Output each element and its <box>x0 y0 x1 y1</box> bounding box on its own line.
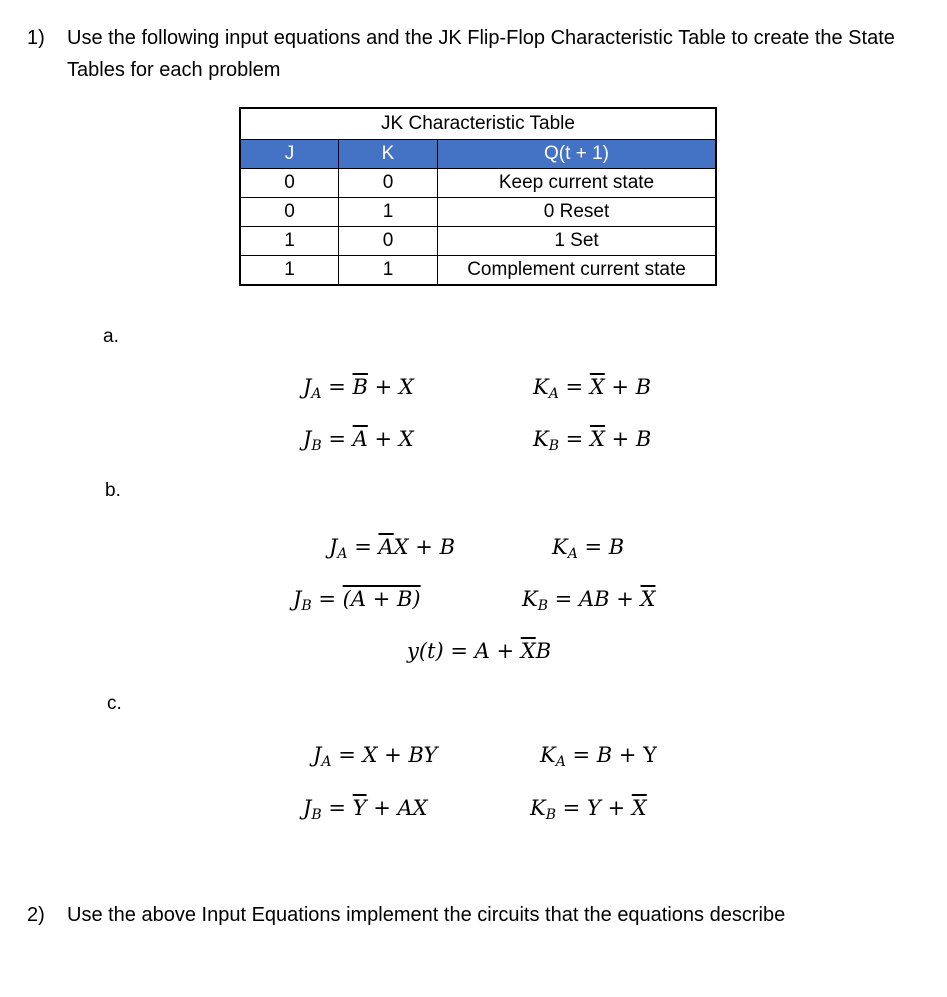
equation-jb-c: $J_B = \overline{Y}$ + AX <box>303 796 428 823</box>
table-header-row <box>240 140 716 169</box>
cell-next-state: 1 Set <box>438 227 717 256</box>
cell-k: 1 <box>339 198 438 227</box>
cell-k: 1 <box>339 256 438 286</box>
equation-kb-b: $K_B$ = AB + $\overline{X}$ <box>522 587 656 614</box>
table-title-row <box>240 108 716 140</box>
cell-k: 0 <box>339 227 438 256</box>
cell-j: 0 <box>240 198 339 227</box>
equation-ka-b: $K_A = B$ <box>552 535 625 562</box>
question-2-number: 2) <box>27 904 45 926</box>
jk-characteristic-table <box>239 107 717 286</box>
question-1-text: Use the following input equations and the JK Flip-Flop Characteristic Table to create the State Tables for each problem <box>67 27 895 81</box>
equation-ja-c: $J_A = X$ + BY <box>313 743 438 770</box>
part-c-label: c. <box>107 693 122 714</box>
part-b-label: b. <box>105 480 121 501</box>
equation-jb-b: $J_B = (A + B)$ <box>293 587 421 614</box>
header-j: J <box>240 140 339 169</box>
table-row <box>240 256 716 286</box>
table-row <box>240 198 716 227</box>
equation-ja-a: $J_A = \overline{B} + X$ <box>303 375 414 402</box>
equation-output-b: $y(t) = A + \overline{X}B$ <box>407 639 552 663</box>
table-row <box>240 227 716 256</box>
question-2-text: Use the above Input Equations implement the circuits that the equations describe <box>67 904 786 926</box>
cell-j: 1 <box>240 227 339 256</box>
cell-k: 0 <box>339 169 438 198</box>
equation-ja-b: $J_A = \overline{A}X + B$ <box>329 535 456 562</box>
header-k: K <box>339 140 438 169</box>
part-a-label: a. <box>103 326 119 347</box>
header-next-state: Q(t + 1) <box>438 140 717 169</box>
equation-jb-a: $J_B = \overline{A} + X$ <box>303 427 414 454</box>
cell-next-state: Complement current state <box>438 256 717 286</box>
cell-j: 1 <box>240 256 339 286</box>
equation-ka-c: $K_A = B + Y$ <box>540 743 658 770</box>
equation-kb-c: $K_B = Y + \overline{X}$ <box>530 796 647 823</box>
question-1-number: 1) <box>27 27 45 49</box>
cell-next-state: Keep current state <box>438 169 717 198</box>
equation-ka-a: $K_A = \overline{X} + B$ <box>533 375 652 402</box>
cell-j: 0 <box>240 169 339 198</box>
cell-next-state: 0 Reset <box>438 198 717 227</box>
table-row <box>240 169 716 198</box>
table-title: JK Characteristic Table <box>240 108 716 140</box>
equation-kb-a: $K_B = \overline{X} + B$ <box>533 427 652 454</box>
